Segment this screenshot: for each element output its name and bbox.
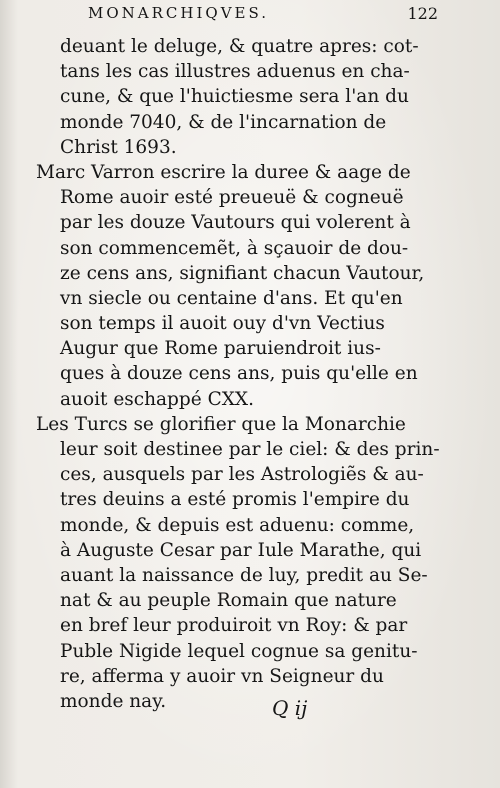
text-line: monde nay. [60,690,167,712]
text-line: ces, ausquels par les Astrologiẽs & au- [60,464,424,486]
paragraph-first-line: Marc Varron escrire la duree & aage de [36,161,411,183]
text-line: son temps il auoit ouy d'vn Vectius [60,313,385,335]
text-line: par les douze Vautours qui volerent à [60,212,411,234]
text-line: auant la naissance de luy, predit au Se- [60,564,428,586]
running-head: MONARCHIQVES. [88,4,269,22]
text-line: ze cens ans, signifiant chacun Vautour, [60,262,425,284]
text-line: Augur que Rome paruiendroit ius- [60,338,381,360]
text-line: tres deuins a esté promis l'empire du [60,489,410,511]
text-line: en bref leur produiroit vn Roy: & par [60,615,408,637]
text-line: Puble Nigide lequel cognue sa genitu- [60,640,418,662]
text-line: monde, & depuis est aduenu: comme, [60,514,415,536]
text-line: tans les cas illustres aduenus en cha- [60,61,410,83]
text-line: leur soit destinee par le ciel: & des prin- [60,439,440,460]
text-line: nat & au peuple Romain que nature [60,590,397,612]
text-line: Christ 1693. [60,136,177,158]
text-line: monde 7040, & de l'incarnation de [60,111,387,133]
body-text [36,34,440,714]
page-header [88,4,438,26]
text-line: deuant le deluge, & quatre apres: cot- [60,36,419,57]
text-line: vn siecle ou centaine d'ans. Et qu'en [60,287,403,309]
text-line: son commencemẽt, à sçauoir de dou- [60,237,409,259]
text-line: cune, & que l'huictiesme sera l'an du [60,86,409,108]
text-line: Rome auoir esté preueuë & cogneuë [60,187,404,209]
paragraph-first-line: Les Turcs se glorifier que la Monarchie [36,413,406,435]
text-line: re, afferma y auoir vn Seigneur du [60,665,384,687]
text-line: ques à douze cens ans, puis qu'elle en [60,363,418,385]
text-line: à Auguste Cesar par Iule Marathe, qui [60,539,422,561]
page-number: 122 [407,4,438,23]
signature-mark: Q ij [272,696,308,720]
text-line: auoit eschappé CXX. [60,388,254,410]
